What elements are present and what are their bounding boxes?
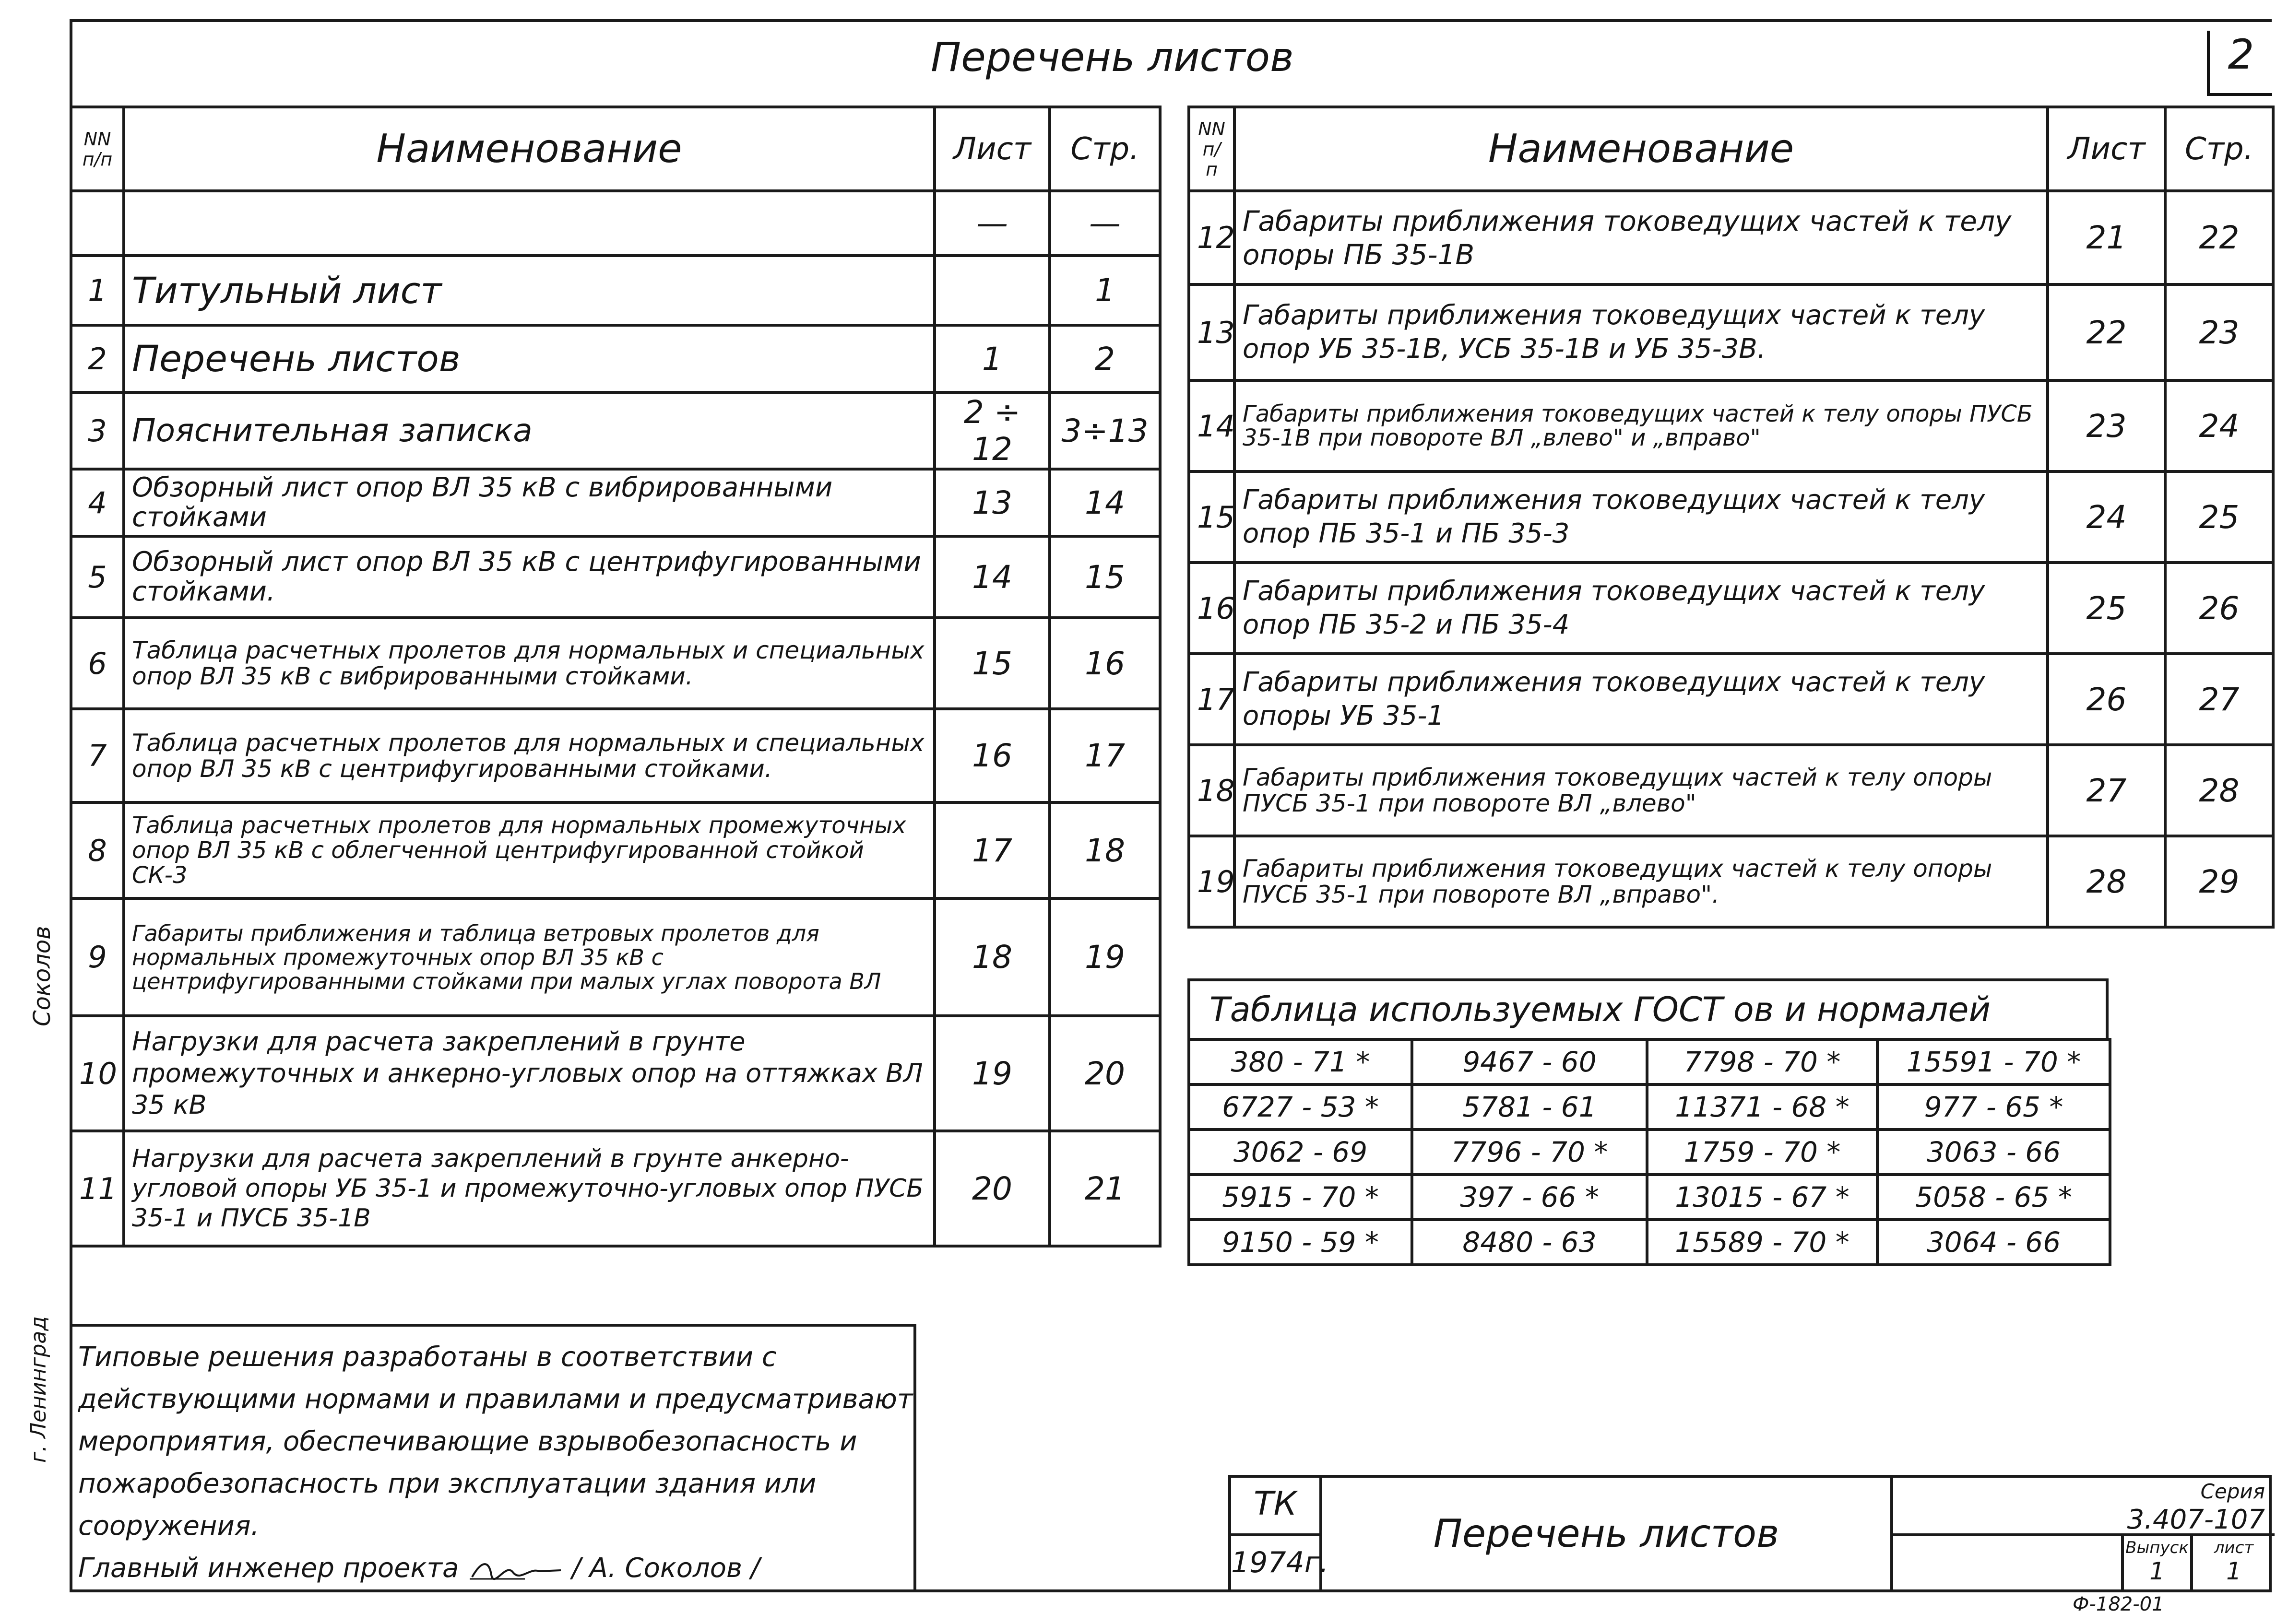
table-row: 18 Габариты приближения токоведущих частей к телу опоры ПУСБ 35-1 при повороте ВЛ „влево" 27 28 — [1189, 745, 2273, 836]
note-text: Типовые решения разработаны в соответствии с действующими нормами и правилами и предусматривают мероприятия, обеспечивающие взрывобезопасность и пожаробезопасность при эксплуатации здания или сооружения. — [78, 1342, 913, 1542]
header-list: Лист — [935, 107, 1050, 191]
margin-name: Соколов — [29, 926, 56, 1026]
signature-icon — [467, 1558, 563, 1582]
series-label: Серия — [2200, 1480, 2265, 1503]
header-name: Наименование — [1234, 107, 2048, 191]
design-note — [70, 1324, 916, 1590]
table-row: 8 Таблица расчетных пролетов для нормальных промежуточных опор ВЛ 35 кВ с облегченной центрифугированной стойкой СК-3 17 18 — [71, 802, 1160, 898]
table-row: 3062 - 69 7796 - 70 * 1759 - 70 * 3063 - 66 — [1189, 1130, 2110, 1175]
table-row: 17 Габариты приближения токоведущих частей к телу опоры УБ 35-1 26 27 — [1189, 654, 2273, 745]
title-block-series — [1893, 1478, 2275, 1536]
header-name: Наименование — [124, 107, 935, 191]
table-row: 19 Габариты приближения токоведущих частей к телу опоры ПУСБ 35-1 при повороте ВЛ „вправо". 28 29 — [1189, 836, 2273, 927]
sheet-list-right-table — [1187, 106, 2275, 929]
gost-table-title: Таблица используемых ГОСТ ов и нормалей — [1187, 978, 2109, 1041]
table-row: 13 Габариты приближения токоведущих частей к телу опор УБ 35-1В, УСБ 35-1В и УБ 35-3В. 22 23 — [1189, 284, 2273, 380]
table-row: 14 Габариты приближения токоведущих частей к телу опоры ПУСБ 35-1В при повороте ВЛ „влево" и „вправо" 23 24 — [1189, 380, 2273, 471]
title-block — [1228, 1475, 2272, 1592]
issue-label: Выпуск — [2125, 1538, 2189, 1557]
sheet-number: 2 — [2207, 31, 2272, 96]
table-row: 10 Нагрузки для расчета закреплений в грунте промежуточных и анкерно-угловых опор на оттяжках ВЛ 35 кВ 19 20 — [71, 1016, 1160, 1131]
table-row: 9150 - 59 * 8480 - 63 15589 - 70 * 3064 - 66 — [1189, 1220, 2110, 1265]
table-row: 9 Габариты приближения и таблица ветровых пролетов для нормальных промежуточных опор ВЛ 35 кВ с центрифугированными стойками при малых углах поворота ВЛ 18 19 — [71, 898, 1160, 1016]
table-row: — — — [71, 191, 1160, 256]
sheet-label: лист — [2214, 1538, 2254, 1557]
header-list: Лист — [2048, 107, 2165, 191]
table-row: 12 Габариты приближения токоведущих частей к телу опоры ПБ 35-1В 21 22 — [1189, 191, 2273, 284]
margin-city: г. Ленинград — [26, 1316, 51, 1463]
header-nn: NN п/п — [1189, 107, 1234, 191]
frame-top-line — [70, 19, 2272, 22]
title-block-name: Перечень листов — [1322, 1478, 1893, 1589]
table-row: 16 Габариты приближения токоведущих частей к телу опор ПБ 35-2 и ПБ 35-4 25 26 — [1189, 563, 2273, 654]
format-code: Ф-182-01 — [2073, 1593, 2164, 1615]
gost-table — [1187, 1038, 2111, 1266]
sheet-value: 1 — [2226, 1557, 2241, 1585]
table-row: 15 Габариты приближения токоведущих частей к телу опор ПБ 35-1 и ПБ 35-3 24 25 — [1189, 471, 2273, 563]
table-header-row — [71, 107, 1160, 191]
page-title: Перечень листов — [931, 34, 1294, 81]
series-value: 3.407-107 — [2127, 1504, 2265, 1535]
header-nn: NN п/п — [71, 107, 124, 191]
table-row: 4 Обзорный лист опор ВЛ 35 кВ с вибрированными стойками 13 14 — [71, 469, 1160, 536]
issue-value: 1 — [2149, 1557, 2165, 1585]
sheet-cell — [2193, 1536, 2275, 1589]
table-row: 2 Перечень листов 1 2 — [71, 325, 1160, 392]
table-row: 5915 - 70 * 397 - 66 * 13015 - 67 * 5058 - 65 * — [1189, 1175, 2110, 1220]
title-block-org: ТК — [1231, 1478, 1322, 1536]
header-page: Стр. — [2165, 107, 2273, 191]
table-header-row — [1189, 107, 2273, 191]
table-row: 5 Обзорный лист опор ВЛ 35 кВ с центрифугированными стойками. 14 15 — [71, 536, 1160, 618]
signature-name: / А. Соколов / — [571, 1553, 760, 1584]
table-row: 11 Нагрузки для расчета закреплений в грунте анкерно-угловой опоры УБ 35-1 и промежуточно-угловых опор ПУСБ 35-1 и ПУСБ 35-1В 20 21 — [71, 1131, 1160, 1246]
header-page: Стр. — [1050, 107, 1160, 191]
table-row: 1 Титульный лист 1 — [71, 256, 1160, 325]
table-row: 3 Пояснительная записка 2 ÷ 12 3÷13 — [71, 392, 1160, 469]
issue-cell — [2121, 1536, 2193, 1589]
signature-label: Главный инженер проекта — [78, 1553, 459, 1584]
table-row: 6 Таблица расчетных пролетов для нормальных и специальных опор ВЛ 35 кВ с вибрированными стойками. 15 16 — [71, 618, 1160, 709]
table-row: 7 Таблица расчетных пролетов для нормальных и специальных опор ВЛ 35 кВ с центрифугированными стойками. 16 17 — [71, 709, 1160, 802]
table-row: 380 - 71 * 9467 - 60 7798 - 70 * 15591 - 70 * — [1189, 1039, 2110, 1084]
table-row: 6727 - 53 * 5781 - 61 11371 - 68 * 977 - 65 * — [1189, 1084, 2110, 1130]
title-block-issue-sheet — [1893, 1536, 2275, 1589]
title-block-year: 1974г. — [1231, 1536, 1322, 1589]
sheet-list-left-table — [70, 106, 1162, 1247]
